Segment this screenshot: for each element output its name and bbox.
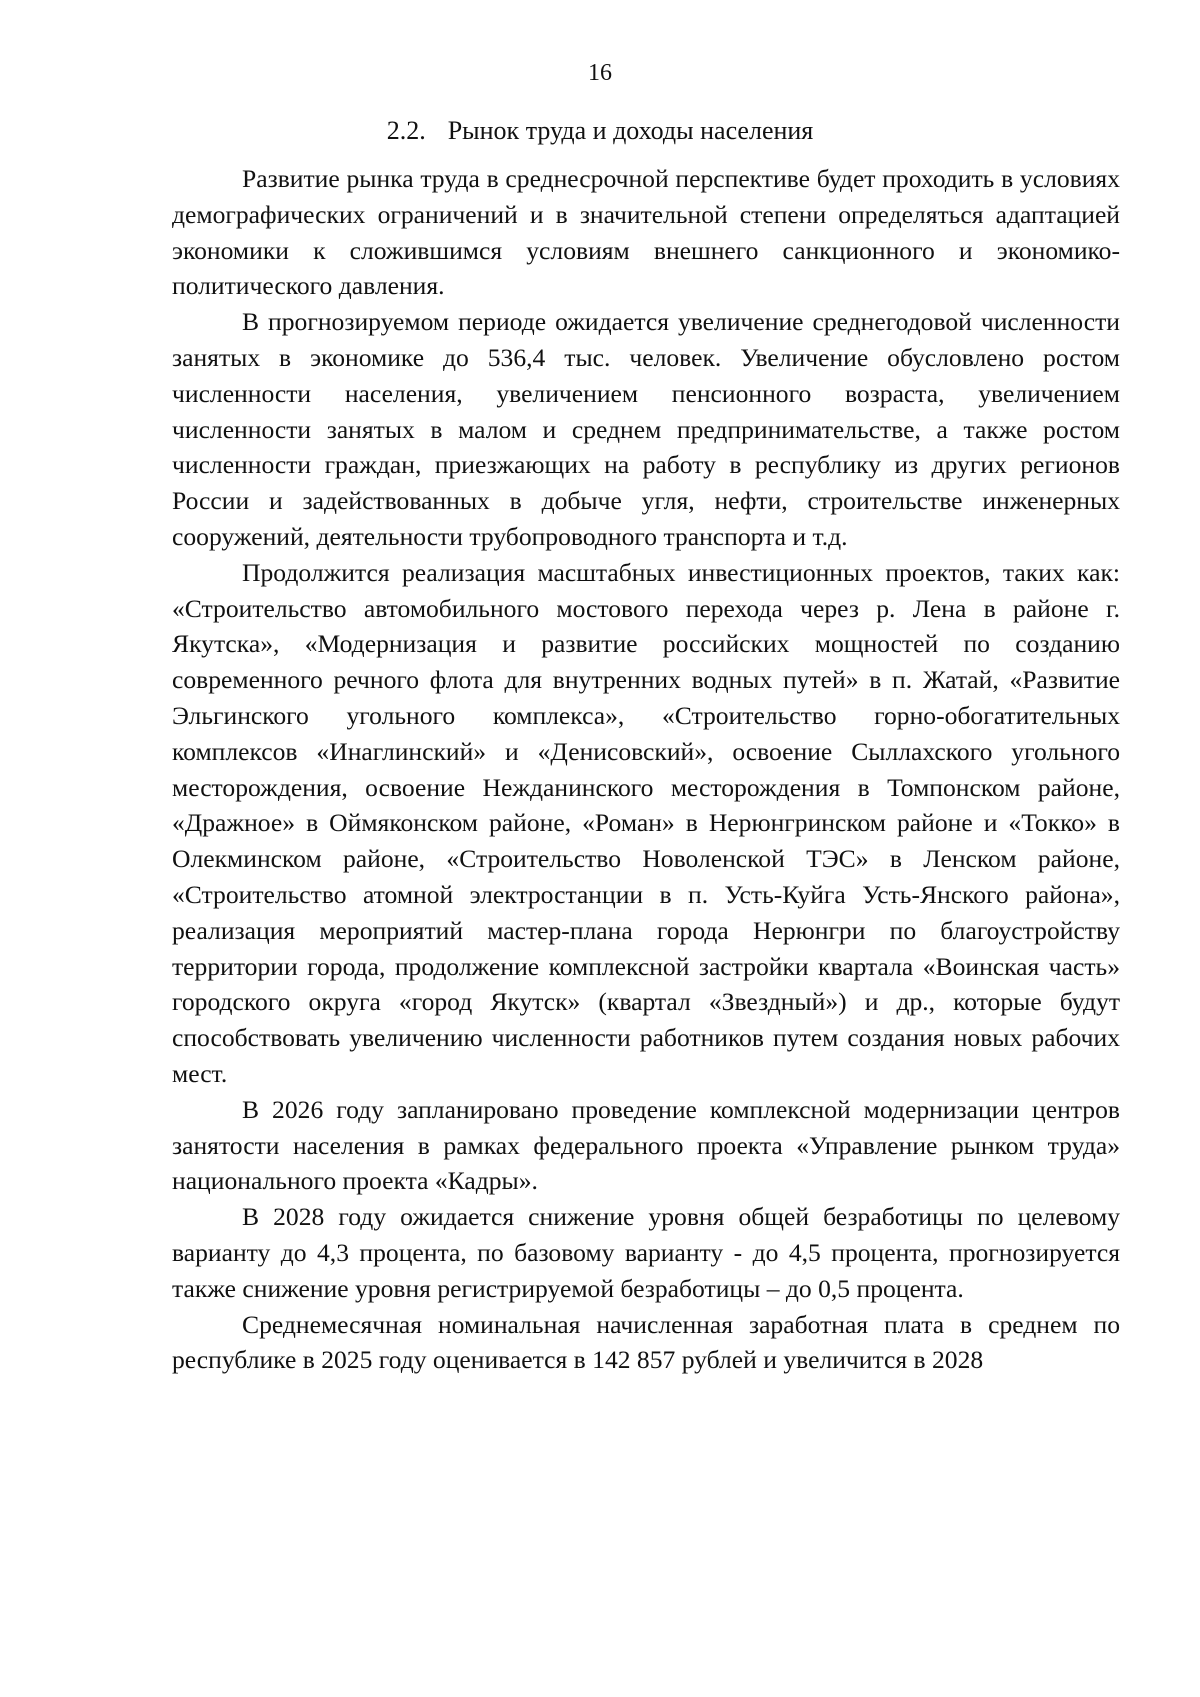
- paragraph-investment-projects: Продолжится реализация масштабных инвестиционных проектов, таких как: «Строительство автомобильного мостового перехода через р. Лена в районе г. Якутска», «Модернизация и развитие российских мощностей по созданию современного речного флота для внутренних водных путей» в п. Жатай, «Развитие Эльгинского угольного комплекса», «Строительство горно-обогатительных комплексов «Инаглинский» и «Денисовский», освоение Сыллахского угольного месторождения, освоение Нежданинского месторождения в Томпонском районе, «Дражное» в Оймяконском районе, «Роман» в Нерюнгринском районе и «Токко» в Олекминском районе, «Строительство Новоленской ТЭС» в Ленском районе, «Строительство атомной электростанции в п. Усть-Куйга Усть-Янского района», реализация мероприятий мастер-плана города Нерюнгри по благоустройству территории города, продолжение комплексной застройки квартала «Воинская часть» городского округа «город Якутск» (квартал «Звездный») и др., которые будут способствовать увеличению численности работников путем создания новых рабочих мест.: [172, 557, 1120, 1088]
- section-heading: [0, 114, 1200, 148]
- paragraph-labor-market-intro: Развитие рынка труда в среднесрочной перспективе будет проходить в условиях демографических ограничений и в значительной степени определяться адаптацией экономики к сложившимся условиям внешнего санкционного и экономико-политического давления.: [172, 164, 1120, 301]
- document-body: [172, 161, 1120, 1378]
- paragraph-wages: Среднемесячная номинальная начисленная заработная плата в среднем по республике в 2025 году оценивается в 142 857 рублей и увеличится в 2028: [172, 1309, 1120, 1375]
- section-title: Рынок труда и доходы населения: [447, 116, 814, 145]
- paragraph-employment-forecast: В прогнозируемом периоде ожидается увеличение среднегодовой численности занятых в экономике до 536,4 тыс. человек. Увеличение обусловлено ростом численности населения, увеличением пенсионного возраста, увеличением численности занятых в малом и среднем предпринимательстве, а также ростом численности граждан, приезжающих на работу в республику из других регионов России и задействованных в добыче угля, нефти, строительстве инженерных сооружений, деятельности трубопроводного транспорта и т.д.: [172, 307, 1120, 551]
- section-number: 2.2.: [386, 116, 426, 145]
- paragraph-unemployment: В 2028 году ожидается снижение уровня общей безработицы по целевому варианту до 4,3 процента, по базовому варианту - до 4,5 процента, прогнозируется также снижение уровня регистрируемой безработицы – до 0,5 процента.: [172, 1202, 1120, 1303]
- page-number: 16: [588, 60, 612, 86]
- paragraph-employment-centers: В 2026 году запланировано проведение комплексной модернизации центров занятости населения в рамках федерального проекта «Управление рынком труда» национального проекта «Кадры».: [172, 1094, 1120, 1196]
